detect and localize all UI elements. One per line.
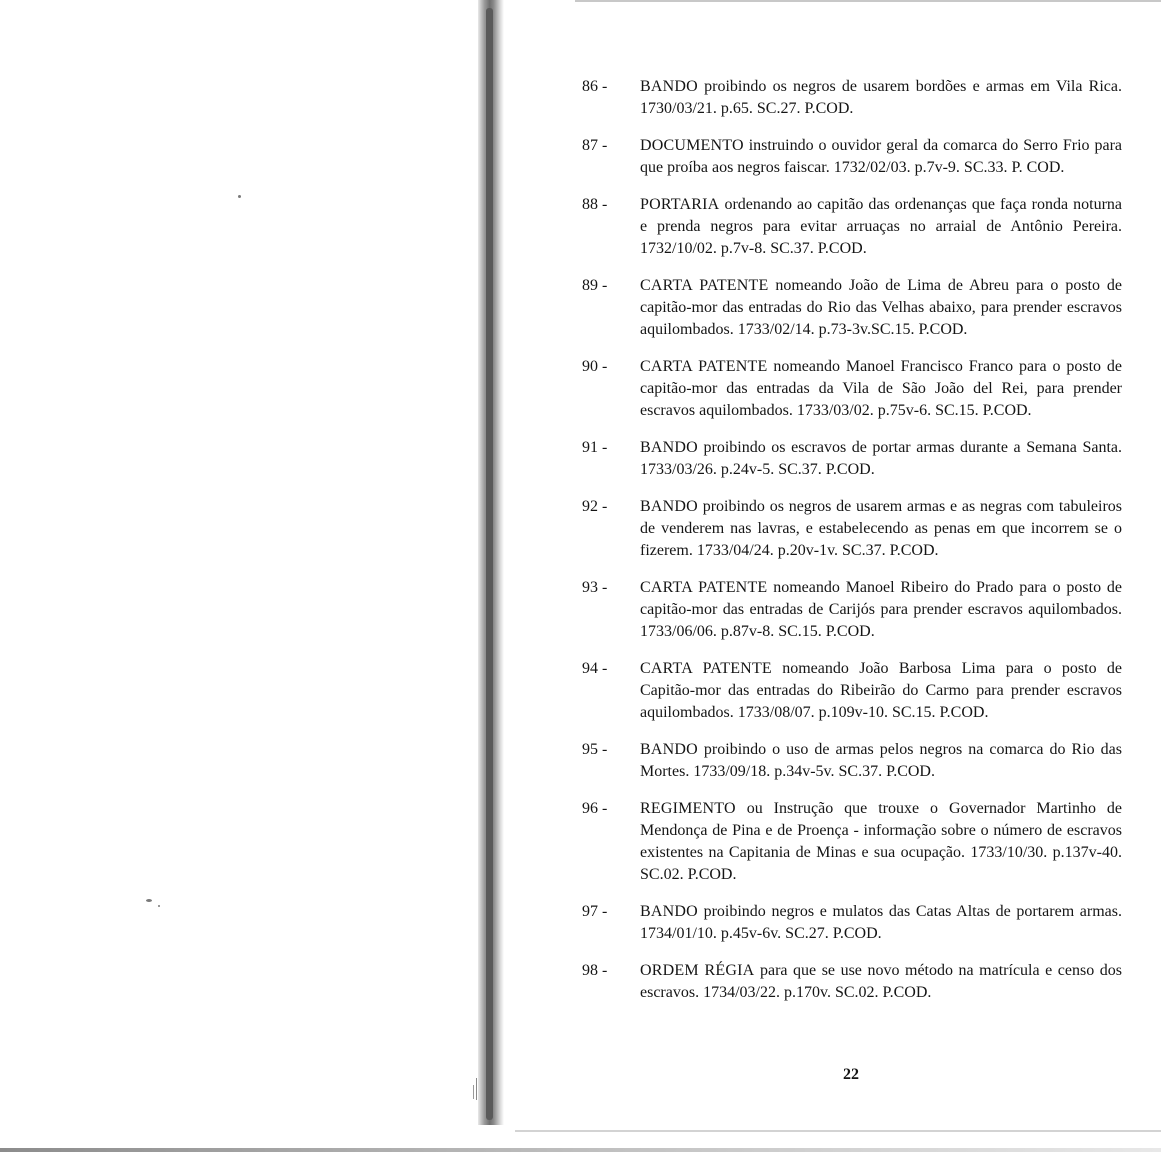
catalog-entry (560, 960, 1122, 1004)
catalog-entry (560, 135, 1122, 179)
entry-number: 98 - (582, 962, 608, 979)
entry-title: CARTA PATENTE (640, 277, 769, 294)
catalog-entry (560, 437, 1122, 481)
scan-bottom-edge (0, 1148, 1161, 1152)
catalog-entry (560, 658, 1122, 724)
entry-title: PORTARIA (640, 196, 720, 213)
scan-speck (146, 899, 152, 902)
entry-text: ordenando ao capitão das ordenanças que faça ronda noturna e prenda negros para evitar arruaças no arraial de Antônio Pereira. 1732/10/02. p.7v-8. SC.37. P.COD. (640, 196, 1123, 257)
catalog-entry (560, 577, 1122, 643)
page-number: 22 (843, 1066, 859, 1083)
entry-number: 91 - (582, 439, 608, 456)
page-top-edge (575, 0, 1161, 2)
entry-title: BANDO (640, 78, 698, 95)
entry-number: 88 - (582, 196, 608, 213)
entry-number: 87 - (582, 137, 608, 154)
entry-title: REGIMENTO (640, 800, 736, 817)
entry-title: CARTA PATENTE (640, 660, 772, 677)
entry-number: 89 - (582, 277, 608, 294)
entry-text: para que se use novo método na matrícula e censo dos escravos. 1734/03/22. p.170v. SC.02. P.COD. (640, 962, 1122, 1001)
catalog-entry (560, 901, 1122, 945)
entry-title: BANDO (640, 439, 698, 456)
entry-title: DOCUMENTO (640, 137, 744, 154)
scan-mark (476, 1078, 477, 1100)
scan-speck (158, 905, 160, 907)
entry-text: nomeando Manoel Ribeiro do Prado para o posto de capitão-mor das entradas de Carijós para prender escravos aquilombados. 1733/06/06. p.87v-8. SC.15. P.COD. (640, 579, 1122, 640)
left-page-blank (0, 0, 478, 1157)
entry-text: instruindo o ouvidor geral da comarca do Serro Frio para que proíba aos negros faiscar. 1732/02/03. p.7v-9. SC.33. P. COD. (640, 137, 1123, 176)
entry-text: proibindo os negros de usarem bordões e armas em Vila Rica. 1730/03/21. p.65. SC.27. P.COD. (640, 78, 1122, 117)
entry-title: CARTA PATENTE (640, 579, 768, 596)
entry-number: 96 - (582, 800, 608, 817)
scan-speck (238, 195, 241, 198)
entry-number: 90 - (582, 358, 608, 375)
entry-number: 95 - (582, 741, 608, 758)
entry-title: BANDO (640, 903, 698, 920)
entry-number: 92 - (582, 498, 608, 515)
entry-number: 86 - (582, 78, 608, 95)
entry-title: CARTA PATENTE (640, 358, 768, 375)
entry-text: nomeando João Barbosa Lima para o posto de Capitão-mor das entradas do Ribeirão do Carmo para prender escravos aquilombados. 1733/08/07. p.109v-10. SC.15. P.COD. (640, 660, 1122, 721)
page-bottom-edge (515, 1130, 1161, 1132)
catalog-entry (560, 194, 1122, 260)
entry-text: nomeando João de Lima de Abreu para o posto de capitão-mor das entradas do Rio das Velhas abaixo, para prender escravos aquilombados. 1733/02/14. p.73-3v.SC.15. P.COD. (640, 277, 1123, 338)
book-gutter-fold (486, 8, 493, 1120)
entry-title: ORDEM RÉGIA (640, 962, 755, 979)
entry-number: 94 - (582, 660, 608, 677)
entry-text: ou Instrução que trouxe o Governador Martinho de Mendonça de Pina e de Proença - informação sobre o número de escravos existentes na Capitania de Minas e sua ocupação. 1733/10/30. p.137v-40. SC.02. P.COD. (640, 800, 1122, 883)
entry-number: 93 - (582, 579, 608, 596)
entry-number: 97 - (582, 903, 608, 920)
scan-mark (473, 1085, 474, 1099)
entry-text: proibindo os escravos de portar armas durante a Semana Santa. 1733/03/26. p.24v-5. SC.37. P.COD. (640, 439, 1123, 478)
catalog-entry (560, 496, 1122, 562)
entry-title: BANDO (640, 498, 698, 515)
entry-title: BANDO (640, 741, 698, 758)
catalog-entry (560, 356, 1122, 422)
catalog-entry (560, 739, 1122, 783)
catalog-entry (560, 798, 1122, 886)
entry-text: proibindo os negros de usarem armas e as negras com tabuleiros de venderem nas lavras, e estabelecendo as penas em que incorrem se o fizerem. 1733/04/24. p.20v-1v. SC.37. P.COD. (640, 498, 1123, 559)
entry-text: nomeando Manoel Francisco Franco para o posto de capitão-mor das entradas da Vila de São João del Rei, para prender escravos aquilombados. 1733/03/02. p.75v-6. SC.15. P.COD. (640, 358, 1123, 419)
catalog-entry-list (560, 76, 1122, 1019)
entry-text: proibindo negros e mulatos das Catas Altas de portarem armas. 1734/01/10. p.45v-6v. SC.27. P.COD. (640, 903, 1122, 942)
catalog-entry (560, 76, 1122, 120)
catalog-entry (560, 275, 1122, 341)
entry-text: proibindo o uso de armas pelos negros na comarca do Rio das Mortes. 1733/09/18. p.34v-5v. SC.37. P.COD. (640, 741, 1123, 780)
